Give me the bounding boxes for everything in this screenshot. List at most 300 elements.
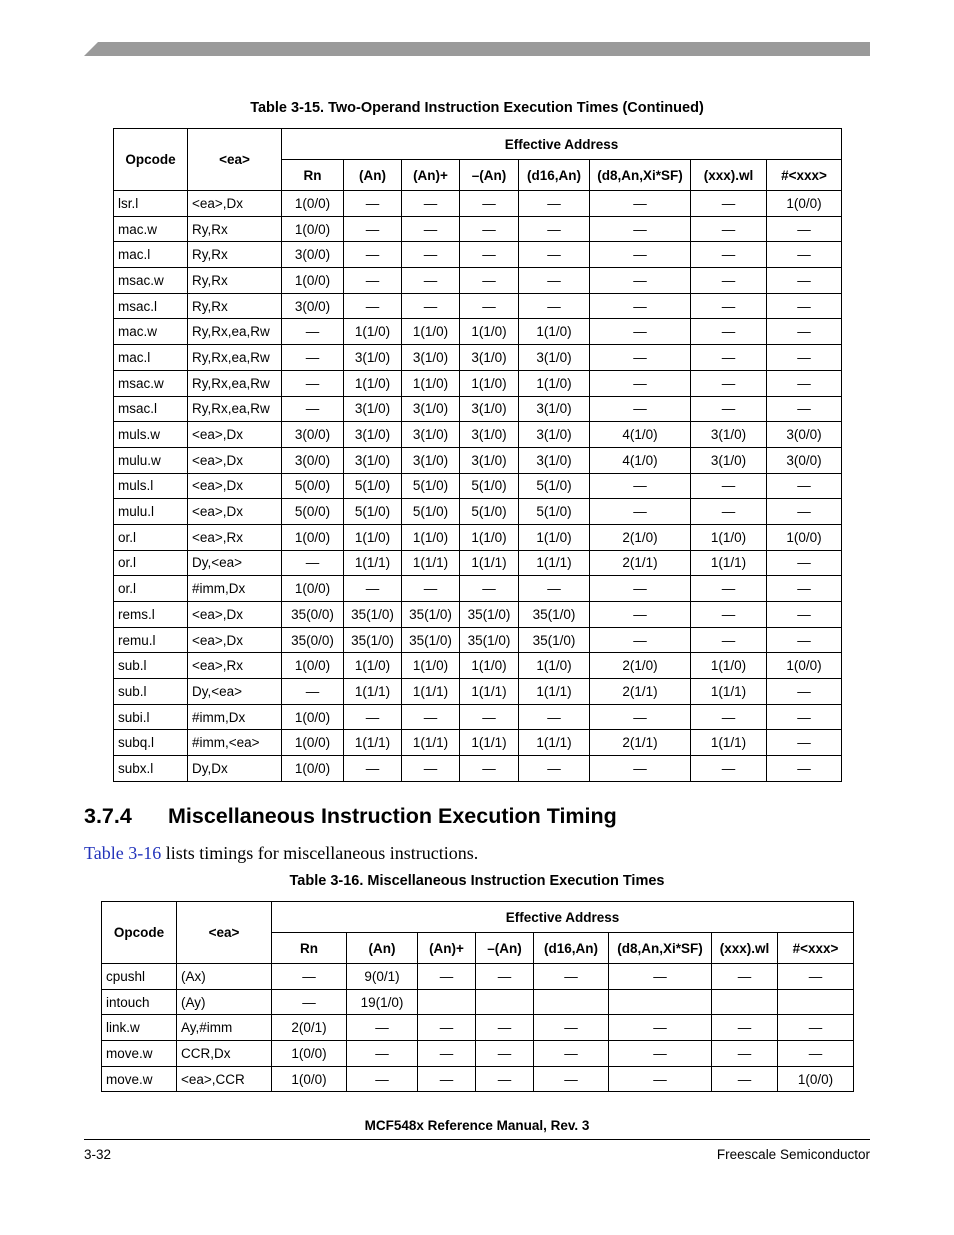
- table-row: [114, 396, 842, 422]
- timing-cell: 1(0/0): [282, 216, 344, 242]
- table-row: [114, 704, 842, 730]
- opcode-cell: or.l: [114, 524, 188, 550]
- timing-cell: —: [609, 1041, 712, 1067]
- timing-cell: —: [476, 1041, 534, 1067]
- opcode-cell: or.l: [114, 550, 188, 576]
- timing-cell: 3(0/0): [282, 447, 344, 473]
- timing-cell: 1(1/0): [344, 524, 402, 550]
- timing-cell: —: [519, 191, 590, 217]
- timing-cell: —: [460, 191, 519, 217]
- timing-cell: 1(0/0): [282, 756, 344, 782]
- timing-cell: —: [460, 268, 519, 294]
- timing-cell: 1(1/1): [519, 730, 590, 756]
- page-number: 3-32: [84, 1147, 112, 1162]
- opcode-cell: mac.l: [114, 242, 188, 268]
- timing-cell: 5(1/0): [402, 499, 460, 525]
- timing-cell: 35(1/0): [519, 627, 590, 653]
- timing-cell: —: [691, 242, 767, 268]
- table-row: [114, 447, 842, 473]
- table-row: [114, 653, 842, 679]
- table-body: [102, 964, 854, 1092]
- timing-cell: —: [609, 1015, 712, 1041]
- timing-cell: —: [767, 499, 842, 525]
- timing-cell: —: [712, 1015, 778, 1041]
- table-row: [114, 730, 842, 756]
- timing-cell: —: [344, 216, 402, 242]
- timing-cell: —: [590, 396, 691, 422]
- timing-cell: —: [691, 191, 767, 217]
- table-row: [114, 627, 842, 653]
- timing-cell: —: [519, 576, 590, 602]
- ea-cell: (Ay): [177, 989, 272, 1015]
- timing-cell: —: [691, 602, 767, 628]
- timing-cell: —: [282, 396, 344, 422]
- timing-cell: 5(1/0): [460, 499, 519, 525]
- timing-cell: —: [691, 216, 767, 242]
- timing-cell: —: [590, 756, 691, 782]
- timing-cell: 1(0/0): [272, 1066, 347, 1092]
- ea-cell: Ry,Rx,ea,Rw: [188, 370, 282, 396]
- timing-cell: —: [691, 704, 767, 730]
- table-link[interactable]: Table 3-16: [84, 843, 162, 863]
- timing-cell: —: [402, 268, 460, 294]
- ea-cell: #imm,<ea>: [188, 730, 282, 756]
- timing-cell: —: [767, 704, 842, 730]
- table-row: [114, 191, 842, 217]
- timing-cell: 5(1/0): [519, 499, 590, 525]
- timing-cell: 1(1/0): [402, 524, 460, 550]
- timing-cell: 1(0/0): [767, 524, 842, 550]
- timing-cell: 1(1/1): [519, 550, 590, 576]
- timing-cell: —: [691, 345, 767, 371]
- timing-cell: 1(1/0): [344, 653, 402, 679]
- ea-cell: <ea>,Dx: [188, 191, 282, 217]
- timing-cell: —: [609, 1066, 712, 1092]
- timing-cell: 1(0/0): [282, 704, 344, 730]
- opcode-cell: lsr.l: [114, 191, 188, 217]
- section-title: Miscellaneous Instruction Execution Timing: [168, 804, 617, 828]
- timing-cell: 3(0/0): [767, 447, 842, 473]
- opcode-cell: msac.w: [114, 268, 188, 294]
- opcode-header: Opcode: [114, 129, 188, 191]
- mode-header: Rn: [282, 160, 344, 191]
- timing-cell: —: [767, 268, 842, 294]
- timing-cell: 1(0/0): [282, 730, 344, 756]
- timing-cell: 35(1/0): [402, 602, 460, 628]
- ea-cell: <ea>,Rx: [188, 524, 282, 550]
- timing-cell: —: [519, 704, 590, 730]
- timing-cell: 3(1/0): [460, 396, 519, 422]
- opcode-cell: msac.w: [114, 370, 188, 396]
- timing-cell: —: [534, 1066, 609, 1092]
- opcode-cell: subq.l: [114, 730, 188, 756]
- timing-cell: [476, 989, 534, 1015]
- opcode-cell: msac.l: [114, 396, 188, 422]
- timing-cell: 2(1/0): [590, 653, 691, 679]
- opcode-cell: mac.w: [114, 319, 188, 345]
- ea-cell: <ea>,Dx: [188, 499, 282, 525]
- opcode-cell: cpushl: [102, 964, 177, 990]
- timing-cell: —: [344, 576, 402, 602]
- timing-cell: —: [519, 268, 590, 294]
- mode-header: (xxx).wl: [691, 160, 767, 191]
- table-row: [114, 319, 842, 345]
- timing-cell: —: [519, 293, 590, 319]
- ea-cell: Ry,Rx: [188, 242, 282, 268]
- timing-cell: —: [402, 576, 460, 602]
- timing-cell: 3(1/0): [519, 345, 590, 371]
- timing-cell: —: [344, 268, 402, 294]
- timing-cell: —: [272, 964, 347, 990]
- ea-cell: Ry,Rx: [188, 268, 282, 294]
- timing-cell: 5(1/0): [344, 499, 402, 525]
- effective-address-header: Effective Address: [282, 129, 842, 160]
- timing-cell: —: [767, 473, 842, 499]
- opcode-cell: sub.l: [114, 679, 188, 705]
- timing-cell: —: [609, 964, 712, 990]
- opcode-cell: link.w: [102, 1015, 177, 1041]
- timing-cell: —: [402, 242, 460, 268]
- timing-cell: [778, 989, 854, 1015]
- timing-cell: —: [519, 242, 590, 268]
- timing-cell: —: [402, 216, 460, 242]
- table-row: [114, 602, 842, 628]
- mode-header: (d16,An): [519, 160, 590, 191]
- timing-cell: 5(0/0): [282, 499, 344, 525]
- timing-cell: 1(1/1): [402, 550, 460, 576]
- timing-cell: —: [272, 989, 347, 1015]
- table-row: [114, 576, 842, 602]
- timing-cell: 3(1/0): [344, 422, 402, 448]
- timing-cell: —: [590, 242, 691, 268]
- ea-header: <ea>: [177, 902, 272, 964]
- timing-cell: 19(1/0): [347, 989, 418, 1015]
- timing-cell: 35(1/0): [344, 602, 402, 628]
- ea-cell: Ay,#imm: [177, 1015, 272, 1041]
- timing-cell: —: [344, 242, 402, 268]
- timing-cell: —: [347, 1066, 418, 1092]
- timing-cell: 1(1/0): [460, 319, 519, 345]
- timing-cell: 5(1/0): [460, 473, 519, 499]
- timing-cell: —: [691, 473, 767, 499]
- mode-header: (An)+: [418, 933, 476, 964]
- timing-cell: —: [347, 1015, 418, 1041]
- timing-cell: 1(1/0): [460, 653, 519, 679]
- timing-cell: —: [691, 319, 767, 345]
- timing-cell: 1(0/0): [282, 576, 344, 602]
- timing-cell: 1(1/1): [519, 679, 590, 705]
- timing-cell: —: [282, 345, 344, 371]
- timing-cell: 2(1/0): [590, 524, 691, 550]
- timing-cell: 3(1/0): [344, 396, 402, 422]
- table-row: [114, 550, 842, 576]
- table-row: [114, 370, 842, 396]
- ea-cell: Dy,<ea>: [188, 679, 282, 705]
- ea-cell: CCR,Dx: [177, 1041, 272, 1067]
- opcode-cell: or.l: [114, 576, 188, 602]
- misc-instruction-timing-table: [101, 901, 854, 1092]
- timing-cell: 5(0/0): [282, 473, 344, 499]
- timing-cell: —: [767, 370, 842, 396]
- table-row: [102, 1066, 854, 1092]
- timing-cell: 1(1/1): [691, 550, 767, 576]
- ea-cell: Ry,Rx: [188, 216, 282, 242]
- table-row: [102, 964, 854, 990]
- timing-cell: 1(0/0): [767, 191, 842, 217]
- timing-cell: —: [476, 964, 534, 990]
- timing-cell: 3(1/0): [691, 447, 767, 473]
- mode-header: (d8,An,Xi*SF): [609, 933, 712, 964]
- effective-address-header: Effective Address: [272, 902, 854, 933]
- timing-cell: 1(1/1): [460, 679, 519, 705]
- timing-cell: 1(1/0): [519, 524, 590, 550]
- timing-cell: —: [519, 216, 590, 242]
- timing-cell: 3(1/0): [460, 447, 519, 473]
- opcode-header: Opcode: [102, 902, 177, 964]
- instruction-timing-table: [113, 128, 842, 782]
- timing-cell: 3(1/0): [402, 447, 460, 473]
- timing-cell: —: [282, 679, 344, 705]
- header-bar: [84, 42, 870, 56]
- timing-cell: 9(0/1): [347, 964, 418, 990]
- timing-cell: 1(1/0): [519, 319, 590, 345]
- timing-cell: —: [476, 1015, 534, 1041]
- ea-cell: Dy,<ea>: [188, 550, 282, 576]
- timing-cell: —: [767, 730, 842, 756]
- table-row: [114, 242, 842, 268]
- timing-cell: 1(1/0): [519, 653, 590, 679]
- timing-cell: 35(1/0): [460, 602, 519, 628]
- mode-header: (An): [344, 160, 402, 191]
- timing-cell: 1(0/0): [767, 653, 842, 679]
- opcode-cell: remu.l: [114, 627, 188, 653]
- timing-cell: 1(1/0): [344, 319, 402, 345]
- opcode-cell: mulu.l: [114, 499, 188, 525]
- ea-cell: Ry,Rx: [188, 293, 282, 319]
- opcode-cell: mac.l: [114, 345, 188, 371]
- timing-cell: 1(0/0): [778, 1066, 854, 1092]
- timing-cell: 1(1/0): [344, 370, 402, 396]
- timing-cell: 35(1/0): [402, 627, 460, 653]
- table-row: [102, 989, 854, 1015]
- mode-header: –(An): [476, 933, 534, 964]
- opcode-cell: intouch: [102, 989, 177, 1015]
- timing-cell: —: [418, 1041, 476, 1067]
- timing-cell: —: [691, 576, 767, 602]
- timing-cell: —: [767, 550, 842, 576]
- timing-cell: —: [767, 627, 842, 653]
- timing-cell: —: [691, 627, 767, 653]
- timing-cell: 3(1/0): [460, 345, 519, 371]
- timing-cell: 3(1/0): [691, 422, 767, 448]
- timing-cell: —: [691, 370, 767, 396]
- timing-cell: —: [767, 319, 842, 345]
- timing-cell: —: [344, 191, 402, 217]
- ea-cell: Ry,Rx,ea,Rw: [188, 319, 282, 345]
- timing-cell: —: [590, 473, 691, 499]
- timing-cell: 3(1/0): [402, 422, 460, 448]
- table-row: [114, 268, 842, 294]
- timing-cell: 3(0/0): [767, 422, 842, 448]
- timing-cell: 1(0/0): [282, 191, 344, 217]
- timing-cell: —: [347, 1041, 418, 1067]
- timing-cell: —: [282, 370, 344, 396]
- opcode-cell: subi.l: [114, 704, 188, 730]
- opcode-cell: msac.l: [114, 293, 188, 319]
- timing-cell: 3(1/0): [344, 345, 402, 371]
- ea-cell: <ea>,Rx: [188, 653, 282, 679]
- timing-cell: 5(1/0): [344, 473, 402, 499]
- table-row: [114, 345, 842, 371]
- timing-cell: —: [590, 370, 691, 396]
- timing-cell: 1(1/1): [344, 679, 402, 705]
- opcode-cell: mulu.w: [114, 447, 188, 473]
- timing-cell: 1(1/0): [402, 653, 460, 679]
- timing-cell: 3(1/0): [519, 422, 590, 448]
- timing-cell: —: [402, 293, 460, 319]
- table-row: [114, 499, 842, 525]
- table-caption: Table 3-15. Two-Operand Instruction Execution Times (Continued): [250, 100, 704, 116]
- timing-cell: —: [418, 1066, 476, 1092]
- table-row: [102, 1015, 854, 1041]
- timing-cell: —: [534, 1015, 609, 1041]
- opcode-cell: sub.l: [114, 653, 188, 679]
- timing-cell: —: [460, 242, 519, 268]
- timing-cell: —: [590, 704, 691, 730]
- timing-cell: 3(0/0): [282, 293, 344, 319]
- timing-cell: 3(0/0): [282, 422, 344, 448]
- timing-cell: —: [712, 1041, 778, 1067]
- timing-cell: 1(1/1): [460, 730, 519, 756]
- timing-cell: —: [344, 756, 402, 782]
- timing-cell: —: [534, 1041, 609, 1067]
- timing-cell: —: [590, 319, 691, 345]
- timing-cell: —: [691, 268, 767, 294]
- timing-cell: —: [778, 964, 854, 990]
- timing-cell: 1(1/0): [460, 370, 519, 396]
- timing-cell: [534, 989, 609, 1015]
- timing-cell: 2(0/1): [272, 1015, 347, 1041]
- timing-cell: 1(0/0): [282, 653, 344, 679]
- opcode-cell: rems.l: [114, 602, 188, 628]
- timing-cell: —: [460, 756, 519, 782]
- company-name: Freescale Semiconductor: [716, 1147, 870, 1162]
- ea-cell: Ry,Rx,ea,Rw: [188, 396, 282, 422]
- timing-cell: 4(1/0): [590, 422, 691, 448]
- timing-cell: —: [402, 191, 460, 217]
- timing-cell: —: [590, 293, 691, 319]
- timing-cell: —: [418, 1015, 476, 1041]
- timing-cell: —: [778, 1041, 854, 1067]
- timing-cell: 5(1/0): [519, 473, 590, 499]
- mode-header: (An)+: [402, 160, 460, 191]
- timing-cell: 3(1/0): [519, 396, 590, 422]
- timing-cell: 1(1/1): [460, 550, 519, 576]
- ea-cell: <ea>,Dx: [188, 447, 282, 473]
- opcode-cell: mac.w: [114, 216, 188, 242]
- table-row: [114, 216, 842, 242]
- timing-cell: —: [590, 191, 691, 217]
- timing-cell: —: [767, 756, 842, 782]
- timing-cell: —: [590, 345, 691, 371]
- timing-cell: —: [590, 627, 691, 653]
- timing-cell: —: [767, 602, 842, 628]
- timing-cell: —: [767, 216, 842, 242]
- timing-cell: 1(1/0): [691, 524, 767, 550]
- mode-header: (d16,An): [534, 933, 609, 964]
- table-row: [114, 422, 842, 448]
- timing-cell: —: [767, 293, 842, 319]
- timing-cell: —: [767, 576, 842, 602]
- timing-cell: 1(1/0): [519, 370, 590, 396]
- paragraph-text: lists timings for miscellaneous instructions.: [161, 843, 479, 863]
- ea-cell: #imm,Dx: [188, 576, 282, 602]
- section-number: 3.7.4: [84, 804, 132, 828]
- ea-cell: <ea>,CCR: [177, 1066, 272, 1092]
- ea-cell: <ea>,Dx: [188, 602, 282, 628]
- timing-cell: 3(1/0): [519, 447, 590, 473]
- timing-cell: —: [460, 293, 519, 319]
- paragraph: [84, 843, 478, 864]
- section-heading: [84, 804, 617, 829]
- timing-cell: 5(1/0): [402, 473, 460, 499]
- table-row: [114, 756, 842, 782]
- timing-cell: —: [767, 396, 842, 422]
- timing-cell: —: [460, 704, 519, 730]
- timing-cell: —: [460, 216, 519, 242]
- timing-cell: —: [778, 1015, 854, 1041]
- timing-cell: 1(1/1): [402, 730, 460, 756]
- timing-cell: 3(1/0): [344, 447, 402, 473]
- opcode-cell: subx.l: [114, 756, 188, 782]
- timing-cell: 3(1/0): [402, 396, 460, 422]
- mode-header: (d8,An,Xi*SF): [590, 160, 691, 191]
- timing-cell: 2(1/1): [590, 730, 691, 756]
- timing-cell: —: [344, 704, 402, 730]
- ea-cell: <ea>,Dx: [188, 473, 282, 499]
- mode-header: –(An): [460, 160, 519, 191]
- table-row: [102, 1041, 854, 1067]
- timing-cell: —: [402, 756, 460, 782]
- timing-cell: —: [590, 499, 691, 525]
- opcode-cell: muls.w: [114, 422, 188, 448]
- timing-cell: [609, 989, 712, 1015]
- mode-header: #<xxx>: [778, 933, 854, 964]
- timing-cell: —: [712, 1066, 778, 1092]
- timing-cell: 1(1/1): [691, 730, 767, 756]
- timing-cell: [712, 989, 778, 1015]
- timing-cell: —: [534, 964, 609, 990]
- timing-cell: —: [767, 242, 842, 268]
- mode-header: #<xxx>: [767, 160, 842, 191]
- timing-cell: —: [344, 293, 402, 319]
- timing-cell: —: [712, 964, 778, 990]
- opcode-cell: muls.l: [114, 473, 188, 499]
- timing-cell: —: [460, 576, 519, 602]
- mode-header: (xxx).wl: [712, 933, 778, 964]
- timing-cell: 35(1/0): [460, 627, 519, 653]
- timing-cell: 3(0/0): [282, 242, 344, 268]
- timing-cell: 35(1/0): [344, 627, 402, 653]
- opcode-cell: move.w: [102, 1041, 177, 1067]
- mode-header: Rn: [272, 933, 347, 964]
- timing-cell: —: [590, 216, 691, 242]
- timing-cell: 35(1/0): [519, 602, 590, 628]
- timing-cell: —: [767, 345, 842, 371]
- footer-divider: [84, 1139, 870, 1140]
- ea-cell: #imm,Dx: [188, 704, 282, 730]
- timing-cell: 1(0/0): [272, 1041, 347, 1067]
